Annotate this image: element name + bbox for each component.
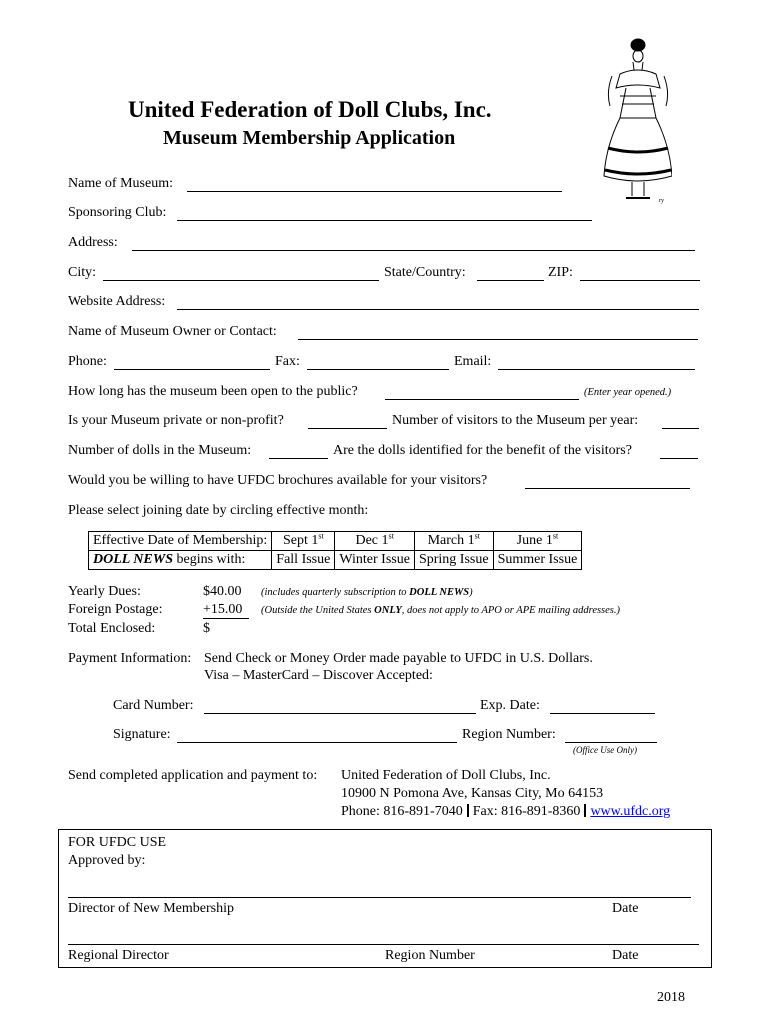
brochures-label: Would you be willing to have UFDC brochures available for your visitors? <box>68 473 488 488</box>
exp-date-label: Exp. Date: <box>480 698 540 713</box>
owner-contact-label: Name of Museum Owner or Contact: <box>68 324 277 339</box>
payment-info-label: Payment Information: <box>68 651 192 666</box>
dolls-identified-line[interactable] <box>660 458 698 459</box>
doll-news-label: DOLL NEWS begins with: <box>89 551 272 570</box>
signature-line[interactable] <box>177 742 457 743</box>
director-label: Director of New Membership <box>68 901 235 916</box>
org-title: United Federation of Doll Clubs, Inc. <box>128 97 492 122</box>
signature-label: Signature: <box>113 727 171 742</box>
month-march[interactable]: March 1st <box>414 532 493 551</box>
membership-date-table <box>88 531 582 570</box>
card-number-label: Card Number: <box>113 698 194 713</box>
doll-illustration-icon <box>596 36 672 204</box>
private-nonprofit-line[interactable] <box>308 428 387 429</box>
issue-summer: Summer Issue <box>493 551 582 570</box>
address-label: Address: <box>68 235 118 250</box>
zip-line[interactable] <box>580 280 700 281</box>
ufdc-region-number-label: Region Number <box>385 948 475 963</box>
email-label: Email: <box>454 354 492 369</box>
effective-date-label: Effective Date of Membership: <box>89 532 272 551</box>
send-to-label: Send completed application and payment to: <box>68 768 318 783</box>
send-to-address: 10900 N Pomona Ave, Kansas City, Mo 64153 <box>341 786 604 801</box>
issue-fall: Fall Issue <box>272 551 335 570</box>
fax-line[interactable] <box>307 369 449 370</box>
city-label: City: <box>68 265 97 280</box>
zip-label: ZIP: <box>548 265 573 280</box>
email-line[interactable] <box>498 369 695 370</box>
how-long-note: (Enter year opened.) <box>584 387 672 398</box>
region-number-label: Region Number: <box>462 727 556 742</box>
date-label-2: Date <box>612 948 639 963</box>
form-title: Museum Membership Application <box>163 127 456 149</box>
fax-label: Fax: <box>275 354 300 369</box>
how-long-line[interactable] <box>385 399 579 400</box>
foreign-postage-note: (Outside the United States ONLY, does not apply to APO or APE mailing addresses.) <box>261 605 621 616</box>
send-to-fax: Fax: 816-891-8360 <box>472 804 581 819</box>
brochures-line[interactable] <box>525 488 690 489</box>
date-label-1: Date <box>612 901 639 916</box>
issue-spring: Spring Issue <box>414 551 493 570</box>
dolls-identified-label: Are the dolls identified for the benefit of the visitors? <box>333 443 632 458</box>
address-line[interactable] <box>132 250 695 251</box>
svg-text:ry: ry <box>659 198 664 204</box>
sponsoring-club-label: Sponsoring Club: <box>68 205 167 220</box>
museum-name-label: Name of Museum: <box>68 176 173 191</box>
foreign-postage-label: Foreign Postage: <box>68 602 163 617</box>
table-row <box>89 532 582 551</box>
phone-line[interactable] <box>114 369 270 370</box>
state-country-label: State/Country: <box>384 265 466 280</box>
owner-contact-line[interactable] <box>298 339 698 340</box>
table-row <box>89 551 582 570</box>
visitors-line[interactable] <box>662 428 699 429</box>
separator-bar <box>467 804 469 817</box>
yearly-dues-value: $40.00 <box>203 584 242 599</box>
month-dec[interactable]: Dec 1st <box>335 532 415 551</box>
dolls-count-line[interactable] <box>269 458 328 459</box>
yearly-dues-label: Yearly Dues: <box>68 584 141 599</box>
footer-year: 2018 <box>657 990 685 1005</box>
dolls-count-label: Number of dolls in the Museum: <box>68 443 252 458</box>
website-line[interactable] <box>177 309 699 310</box>
payment-line-2: Visa – MasterCard – Discover Accepted: <box>204 668 433 683</box>
issue-winter: Winter Issue <box>335 551 415 570</box>
director-signature-line[interactable] <box>68 897 691 898</box>
separator-bar <box>584 804 586 817</box>
total-enclosed-label: Total Enclosed: <box>68 621 156 636</box>
foreign-postage-value: +15.00 <box>203 602 249 619</box>
city-line[interactable] <box>103 280 379 281</box>
region-number-line[interactable] <box>565 742 657 743</box>
state-country-line[interactable] <box>477 280 544 281</box>
month-sept[interactable]: Sept 1st <box>272 532 335 551</box>
how-long-label: How long has the museum been open to the public? <box>68 384 358 399</box>
museum-name-line[interactable] <box>187 191 562 192</box>
send-to-contact <box>341 804 670 820</box>
yearly-dues-note: (includes quarterly subscription to DOLL NEWS) <box>261 587 473 598</box>
total-enclosed-value: $ <box>203 621 210 636</box>
card-number-line[interactable] <box>204 713 476 714</box>
sponsoring-club-line[interactable] <box>177 220 592 221</box>
office-use-note: (Office Use Only) <box>573 745 637 755</box>
exp-date-line[interactable] <box>550 713 655 714</box>
private-nonprofit-label: Is your Museum private or non-profit? <box>68 413 284 428</box>
payment-line-1: Send Check or Money Order made payable to UFDC in U.S. Dollars. <box>204 651 593 666</box>
website-label: Website Address: <box>68 294 166 309</box>
regional-director-label: Regional Director <box>68 948 169 963</box>
send-to-org: United Federation of Doll Clubs, Inc. <box>341 768 551 783</box>
website-link[interactable]: www.ufdc.org <box>590 804 671 819</box>
send-to-phone: Phone: 816-891-7040 <box>341 804 463 819</box>
joining-date-label: Please select joining date by circling effective month: <box>68 503 369 518</box>
approved-by-label: Approved by: <box>68 853 146 868</box>
visitors-label: Number of visitors to the Museum per year: <box>392 413 639 428</box>
regional-director-signature-line[interactable] <box>68 944 699 945</box>
month-june[interactable]: June 1st <box>493 532 582 551</box>
ufdc-use-title: FOR UFDC USE <box>68 835 167 850</box>
phone-label: Phone: <box>68 354 107 369</box>
